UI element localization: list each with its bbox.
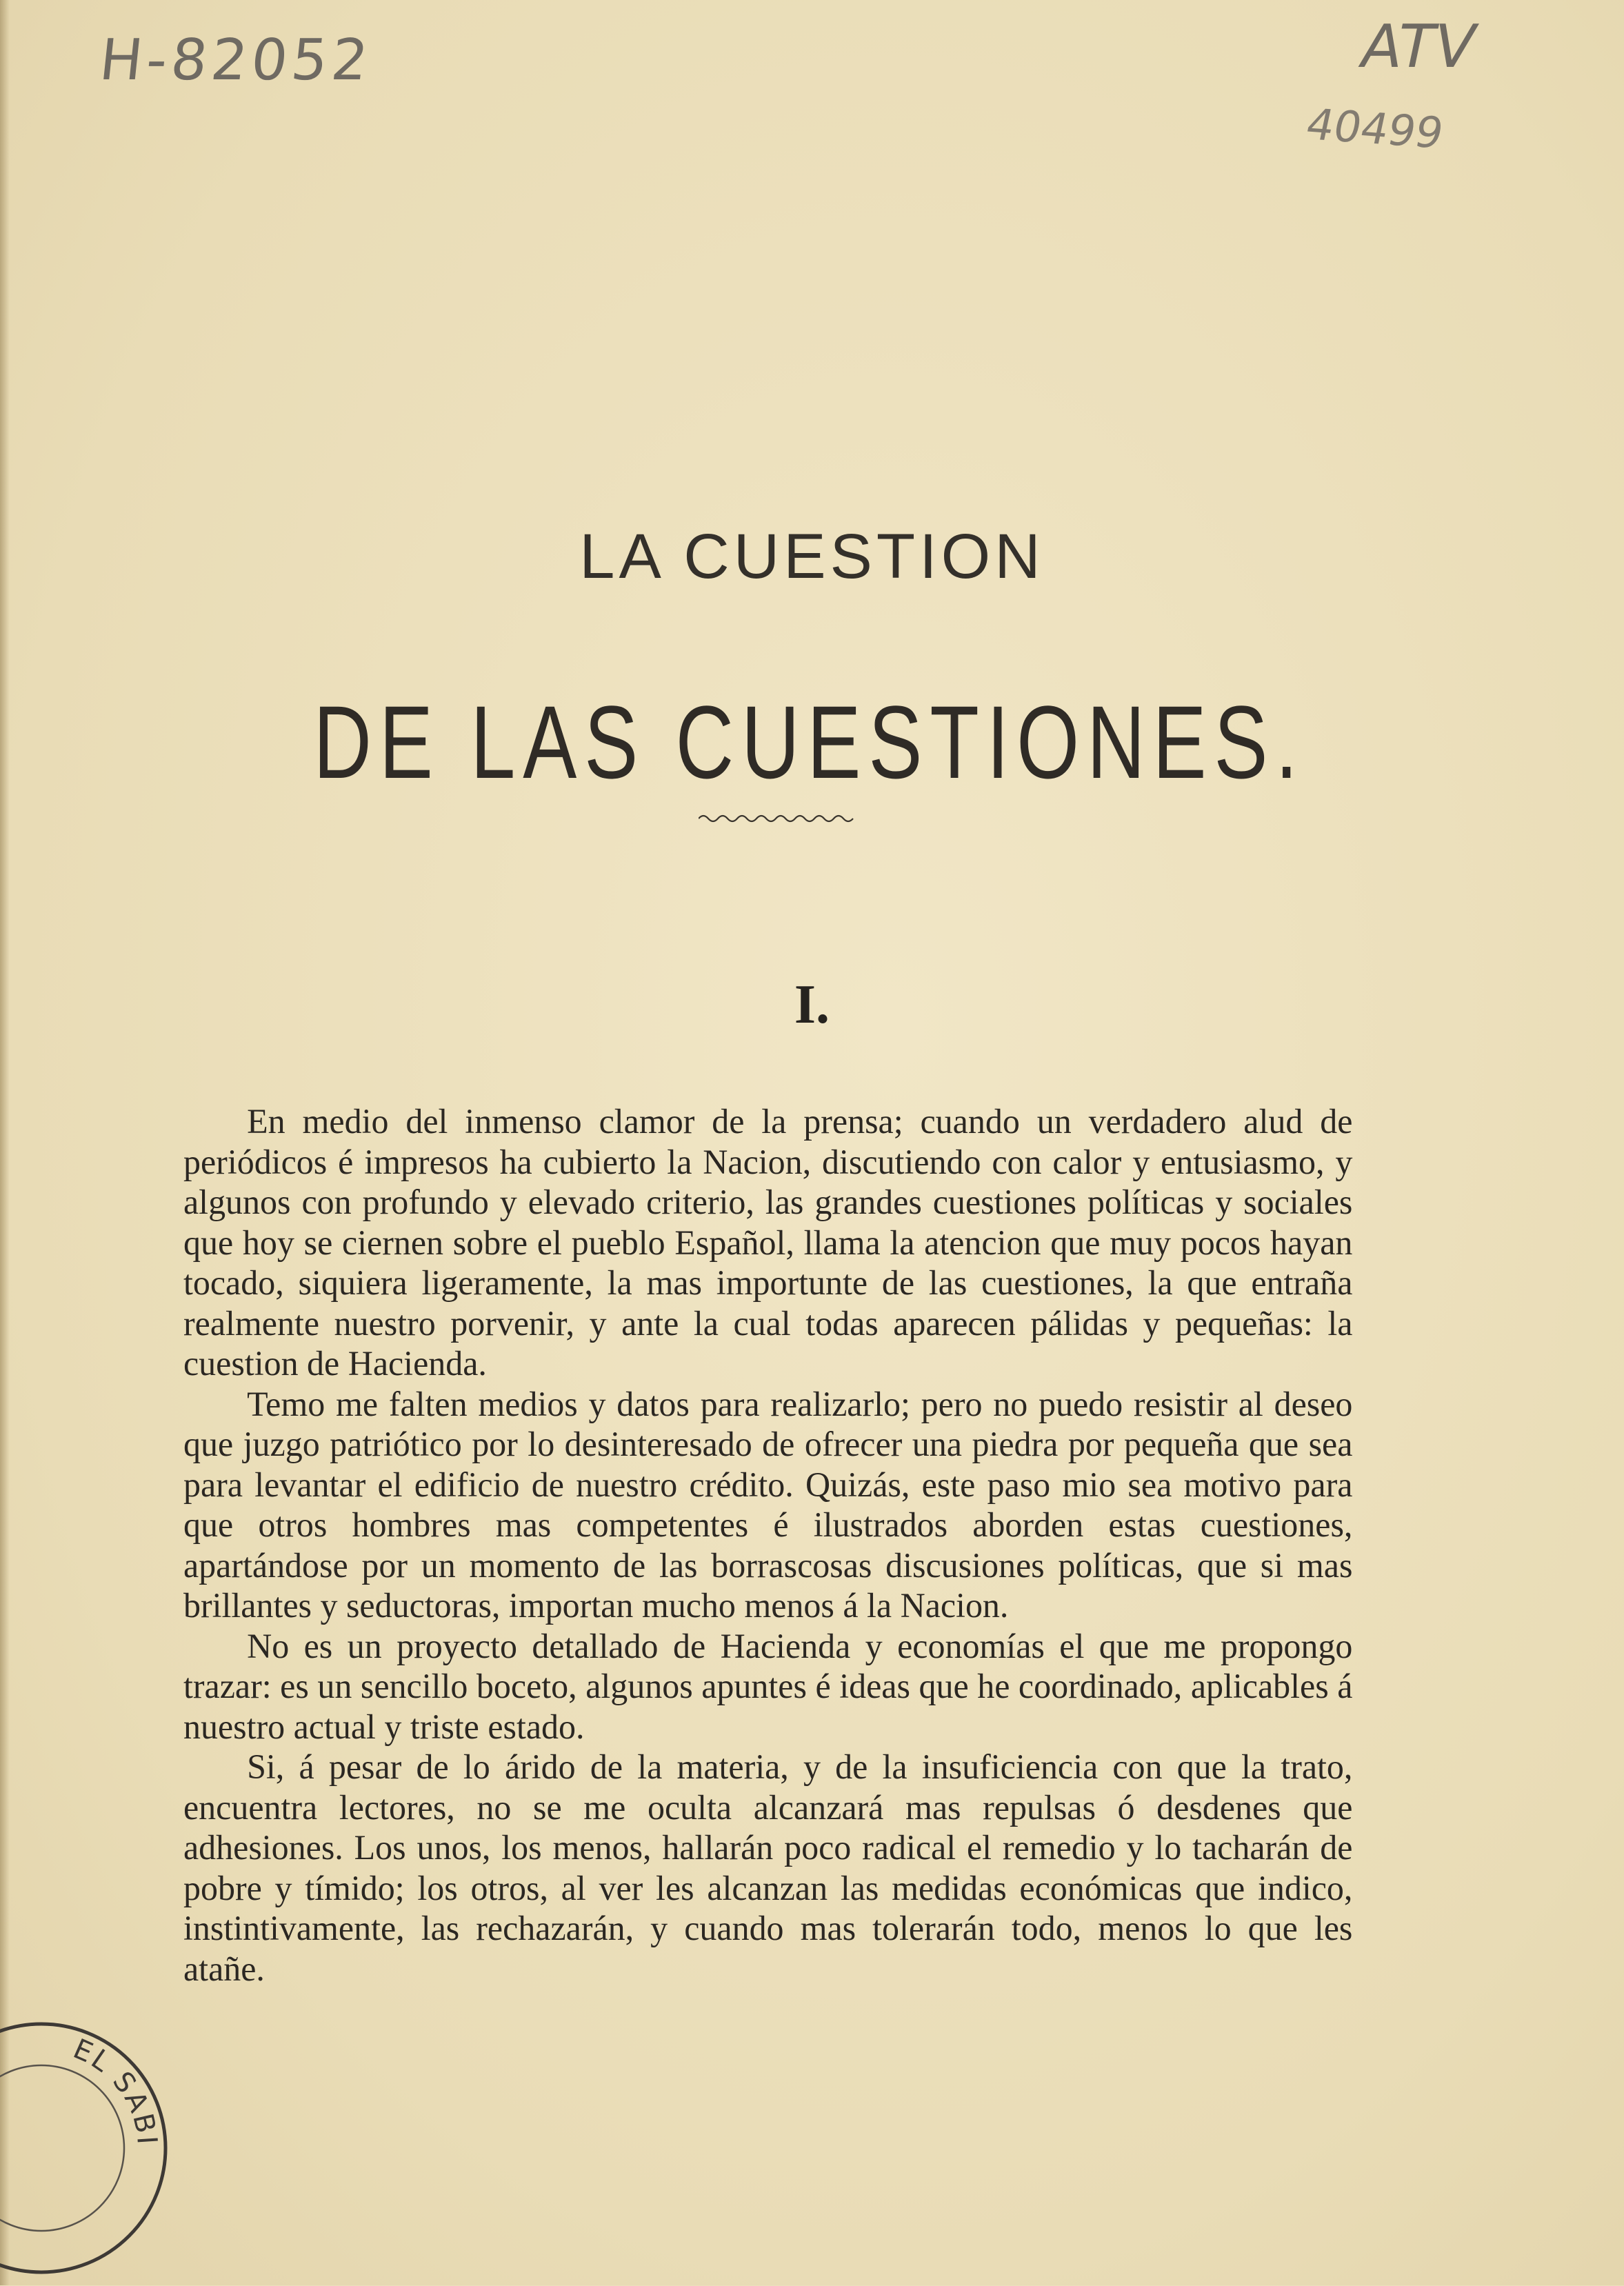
page-edge-shadow bbox=[0, 0, 10, 2285]
library-stamp bbox=[0, 2010, 179, 2286]
paragraph-3: No es un proyecto detallado de Hacienda y economías el que me propongo trazar: es un sencillo boceto, algunos apuntes é ideas que he coordinado, aplicables á nuestro actual y triste estado. bbox=[183, 1627, 1353, 1747]
section-number: I. bbox=[794, 974, 830, 1035]
handwritten-number: 40499 bbox=[1301, 99, 1448, 159]
handwritten-mark: ATV bbox=[1354, 12, 1483, 81]
title-line-1: LA CUESTION bbox=[579, 521, 1045, 592]
paragraph-4: Si, á pesar de lo árido de la materia, y de la insuficiencia con que la trato, encuentra lectores, no se me oculta alcanzará mas repulsas ó desdenes que adhesiones. Los unos, los menos, hallarán poco radical el remedio y lo tacharán de pobre y tímido; los otros, al ver les alcanzan las medidas económicas que indico, instintivamente, las rechazarán, y cuando mas tolerarán todo, menos lo que les atañe. bbox=[183, 1748, 1353, 1989]
paragraph-2: Temo me falten medios y datos para realizarlo; pero no puedo resistir al deseo que juzgo patriótico por lo desinteresado de ofrecer una piedra por pequeña que sea para levantar el edificio de nuestro crédito. Quizás, este paso mio sea motivo para que otros hombres mas competentes é ilustrados aborden estas cuestiones, apartándose por un momento de las borrascosas discusiones políticas, que si mas brillantes y seductoras, importan mucho menos á la Nacion. bbox=[183, 1385, 1353, 1625]
body-text bbox=[183, 1102, 1352, 1989]
catalog-reference-note: H-82052 bbox=[97, 28, 376, 93]
title-line-2: DE LAS CUESTIONES. bbox=[313, 684, 1305, 800]
paragraph-1: En medio del inmenso clamor de la prensa; cuando un verdadero alud de periódicos é impresos ha cubierto la Nacion, discutiendo con calor y entusiasmo, y algunos con profundo y elevado criterio, las grandes cuestiones políticas y sociales que hoy se ciernen sobre el pueblo Español, llama la atencion que muy pocos hayan tocado, siquiera ligeramente, la mas importunte de las cuestiones, la que entraña realmente nuestro porvenir, y ante la cual todas aparecen pálidas y pequeñas: la cuestion de Hacienda. bbox=[183, 1103, 1353, 1383]
wavy-rule-ornament bbox=[699, 811, 854, 826]
stamp-text: EL SABI bbox=[68, 2033, 163, 2147]
